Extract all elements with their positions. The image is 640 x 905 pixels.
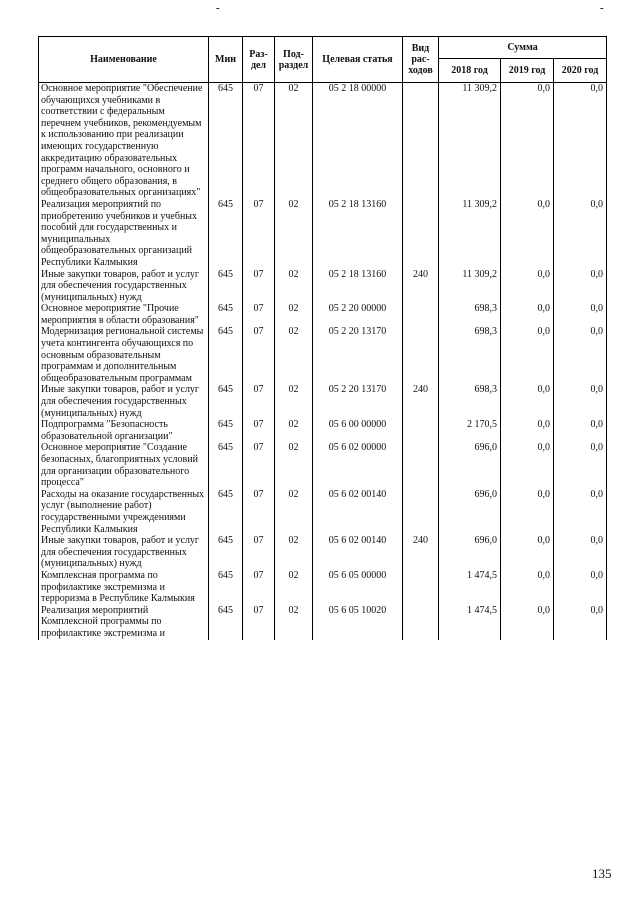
cell-2018: 696,0 xyxy=(439,442,501,488)
header-razdel: Раз-дел xyxy=(243,37,275,83)
header-min: Мин xyxy=(209,37,243,83)
cell-2020: 0,0 xyxy=(554,199,607,269)
cell-vid xyxy=(403,605,439,640)
top-mark-left: - xyxy=(216,2,220,14)
cell-podrazdel: 02 xyxy=(275,442,313,488)
header-target: Целевая статья xyxy=(313,37,403,83)
cell-name: Иные закупки товаров, работ и услуг для обеспечения государственных (муниципальных) нужд xyxy=(39,535,209,570)
cell-2018: 698,3 xyxy=(439,384,501,419)
cell-target: 05 6 02 00140 xyxy=(313,535,403,570)
cell-min: 645 xyxy=(209,419,243,442)
cell-razdel: 07 xyxy=(243,326,275,384)
cell-name: Иные закупки товаров, работ и услуг для обеспечения государственных (муниципальных) нужд xyxy=(39,384,209,419)
top-mark-right: - xyxy=(600,2,604,14)
cell-razdel: 07 xyxy=(243,419,275,442)
cell-2019: 0,0 xyxy=(501,605,554,640)
cell-razdel: 07 xyxy=(243,199,275,269)
cell-podrazdel: 02 xyxy=(275,489,313,535)
cell-razdel: 07 xyxy=(243,570,275,605)
cell-name: Модернизация региональной системы учета контингента обучающихся по основным образовательным программам и дополнительным общеобразовательным программам xyxy=(39,326,209,384)
cell-2019: 0,0 xyxy=(501,199,554,269)
cell-target: 05 2 18 13160 xyxy=(313,269,403,304)
cell-min: 645 xyxy=(209,535,243,570)
cell-2018: 11 309,2 xyxy=(439,199,501,269)
cell-2019: 0,0 xyxy=(501,535,554,570)
cell-2019: 0,0 xyxy=(501,384,554,419)
header-name: Наименование xyxy=(39,37,209,83)
cell-podrazdel: 02 xyxy=(275,570,313,605)
cell-2020: 0,0 xyxy=(554,535,607,570)
cell-name: Подпрограмма "Безопасность образовательной организации" xyxy=(39,419,209,442)
cell-razdel: 07 xyxy=(243,83,275,199)
cell-vid xyxy=(403,489,439,535)
table-row xyxy=(39,535,607,570)
cell-2019: 0,0 xyxy=(501,419,554,442)
header-vid: Вид рас-ходов xyxy=(403,37,439,83)
cell-2019: 0,0 xyxy=(501,570,554,605)
cell-min: 645 xyxy=(209,199,243,269)
cell-2019: 0,0 xyxy=(501,326,554,384)
table-row xyxy=(39,442,607,488)
cell-min: 645 xyxy=(209,442,243,488)
cell-2020: 0,0 xyxy=(554,489,607,535)
cell-min: 645 xyxy=(209,326,243,384)
table-row xyxy=(39,419,607,442)
header-2020: 2020 год xyxy=(554,59,607,83)
cell-2018: 1 474,5 xyxy=(439,570,501,605)
cell-min: 645 xyxy=(209,570,243,605)
cell-target: 05 6 02 00140 xyxy=(313,489,403,535)
cell-podrazdel: 02 xyxy=(275,605,313,640)
cell-razdel: 07 xyxy=(243,303,275,326)
cell-2019: 0,0 xyxy=(501,489,554,535)
header-2018: 2018 год xyxy=(439,59,501,83)
table-row xyxy=(39,83,607,199)
cell-2018: 2 170,5 xyxy=(439,419,501,442)
cell-2018: 696,0 xyxy=(439,535,501,570)
cell-name: Основное мероприятие "Прочие мероприятия в области образования" xyxy=(39,303,209,326)
cell-razdel: 07 xyxy=(243,535,275,570)
cell-podrazdel: 02 xyxy=(275,535,313,570)
budget-table xyxy=(38,36,607,640)
cell-2018: 11 309,2 xyxy=(439,83,501,199)
cell-razdel: 07 xyxy=(243,384,275,419)
cell-2018: 696,0 xyxy=(439,489,501,535)
cell-vid: 240 xyxy=(403,269,439,304)
cell-name: Иные закупки товаров, работ и услуг для обеспечения государственных (муниципальных) нужд xyxy=(39,269,209,304)
table-row xyxy=(39,326,607,384)
cell-razdel: 07 xyxy=(243,442,275,488)
table-row xyxy=(39,269,607,304)
cell-name: Основное мероприятие "Обеспечение обучающихся учебниками в соответствии с федеральным перечнем учебников, рекомендуемым к использованию при реализации имеющих государственную аккредитацию образовательных программ начального, основного и среднего общего образования, в общеобразовательных организациях" xyxy=(39,83,209,199)
cell-name: Реализация мероприятий Комплексной программы по профилактике экстремизма и xyxy=(39,605,209,640)
header-sum: Сумма xyxy=(439,37,607,59)
cell-2019: 0,0 xyxy=(501,83,554,199)
cell-2020: 0,0 xyxy=(554,384,607,419)
cell-target: 05 6 05 10020 xyxy=(313,605,403,640)
cell-target: 05 6 02 00000 xyxy=(313,442,403,488)
cell-target: 05 2 20 13170 xyxy=(313,326,403,384)
cell-target: 05 2 18 13160 xyxy=(313,199,403,269)
cell-podrazdel: 02 xyxy=(275,384,313,419)
cell-2020: 0,0 xyxy=(554,326,607,384)
cell-podrazdel: 02 xyxy=(275,83,313,199)
cell-podrazdel: 02 xyxy=(275,303,313,326)
cell-2019: 0,0 xyxy=(501,442,554,488)
cell-name: Реализация мероприятий по приобретению учебников и учебных пособий для государственных и муниципальных общеобразовательных организаций Республики Калмыкия xyxy=(39,199,209,269)
page-number: 135 xyxy=(592,866,612,881)
cell-razdel: 07 xyxy=(243,269,275,304)
cell-2018: 1 474,5 xyxy=(439,605,501,640)
cell-min: 645 xyxy=(209,384,243,419)
cell-podrazdel: 02 xyxy=(275,326,313,384)
cell-target: 05 6 00 00000 xyxy=(313,419,403,442)
cell-2020: 0,0 xyxy=(554,442,607,488)
table-row xyxy=(39,303,607,326)
table-row xyxy=(39,489,607,535)
cell-podrazdel: 02 xyxy=(275,419,313,442)
cell-target: 05 2 20 13170 xyxy=(313,384,403,419)
cell-razdel: 07 xyxy=(243,489,275,535)
cell-2020: 0,0 xyxy=(554,605,607,640)
cell-target: 05 2 18 00000 xyxy=(313,83,403,199)
cell-vid: 240 xyxy=(403,535,439,570)
cell-vid xyxy=(403,83,439,199)
cell-vid xyxy=(403,303,439,326)
cell-podrazdel: 02 xyxy=(275,269,313,304)
cell-2020: 0,0 xyxy=(554,303,607,326)
cell-name: Основное мероприятие "Создание безопасных, благоприятных условий для организации образовательного процесса" xyxy=(39,442,209,488)
cell-2018: 11 309,2 xyxy=(439,269,501,304)
cell-vid: 240 xyxy=(403,384,439,419)
cell-podrazdel: 02 xyxy=(275,199,313,269)
cell-2018: 698,3 xyxy=(439,326,501,384)
cell-target: 05 2 20 00000 xyxy=(313,303,403,326)
cell-2020: 0,0 xyxy=(554,269,607,304)
table-row xyxy=(39,384,607,419)
table-row xyxy=(39,570,607,605)
cell-min: 645 xyxy=(209,605,243,640)
cell-vid xyxy=(403,442,439,488)
cell-name: Расходы на оказание государственных услуг (выполнение работ) государственными учреждениями Республики Калмыкия xyxy=(39,489,209,535)
cell-vid xyxy=(403,199,439,269)
header-2019: 2019 год xyxy=(501,59,554,83)
cell-2020: 0,0 xyxy=(554,570,607,605)
cell-2018: 698,3 xyxy=(439,303,501,326)
cell-vid xyxy=(403,419,439,442)
cell-2020: 0,0 xyxy=(554,419,607,442)
table-header xyxy=(39,37,607,83)
cell-min: 645 xyxy=(209,489,243,535)
table-row xyxy=(39,605,607,640)
cell-razdel: 07 xyxy=(243,605,275,640)
table-row xyxy=(39,199,607,269)
cell-2020: 0,0 xyxy=(554,83,607,199)
cell-min: 645 xyxy=(209,269,243,304)
header-podrazdel: Под-раздел xyxy=(275,37,313,83)
cell-min: 645 xyxy=(209,303,243,326)
cell-2019: 0,0 xyxy=(501,303,554,326)
cell-target: 05 6 05 00000 xyxy=(313,570,403,605)
cell-2019: 0,0 xyxy=(501,269,554,304)
cell-vid xyxy=(403,570,439,605)
cell-vid xyxy=(403,326,439,384)
cell-name: Комплексная программа по профилактике экстремизма и терроризма в Республике Калмыкия xyxy=(39,570,209,605)
table-body xyxy=(39,83,607,640)
cell-min: 645 xyxy=(209,83,243,199)
